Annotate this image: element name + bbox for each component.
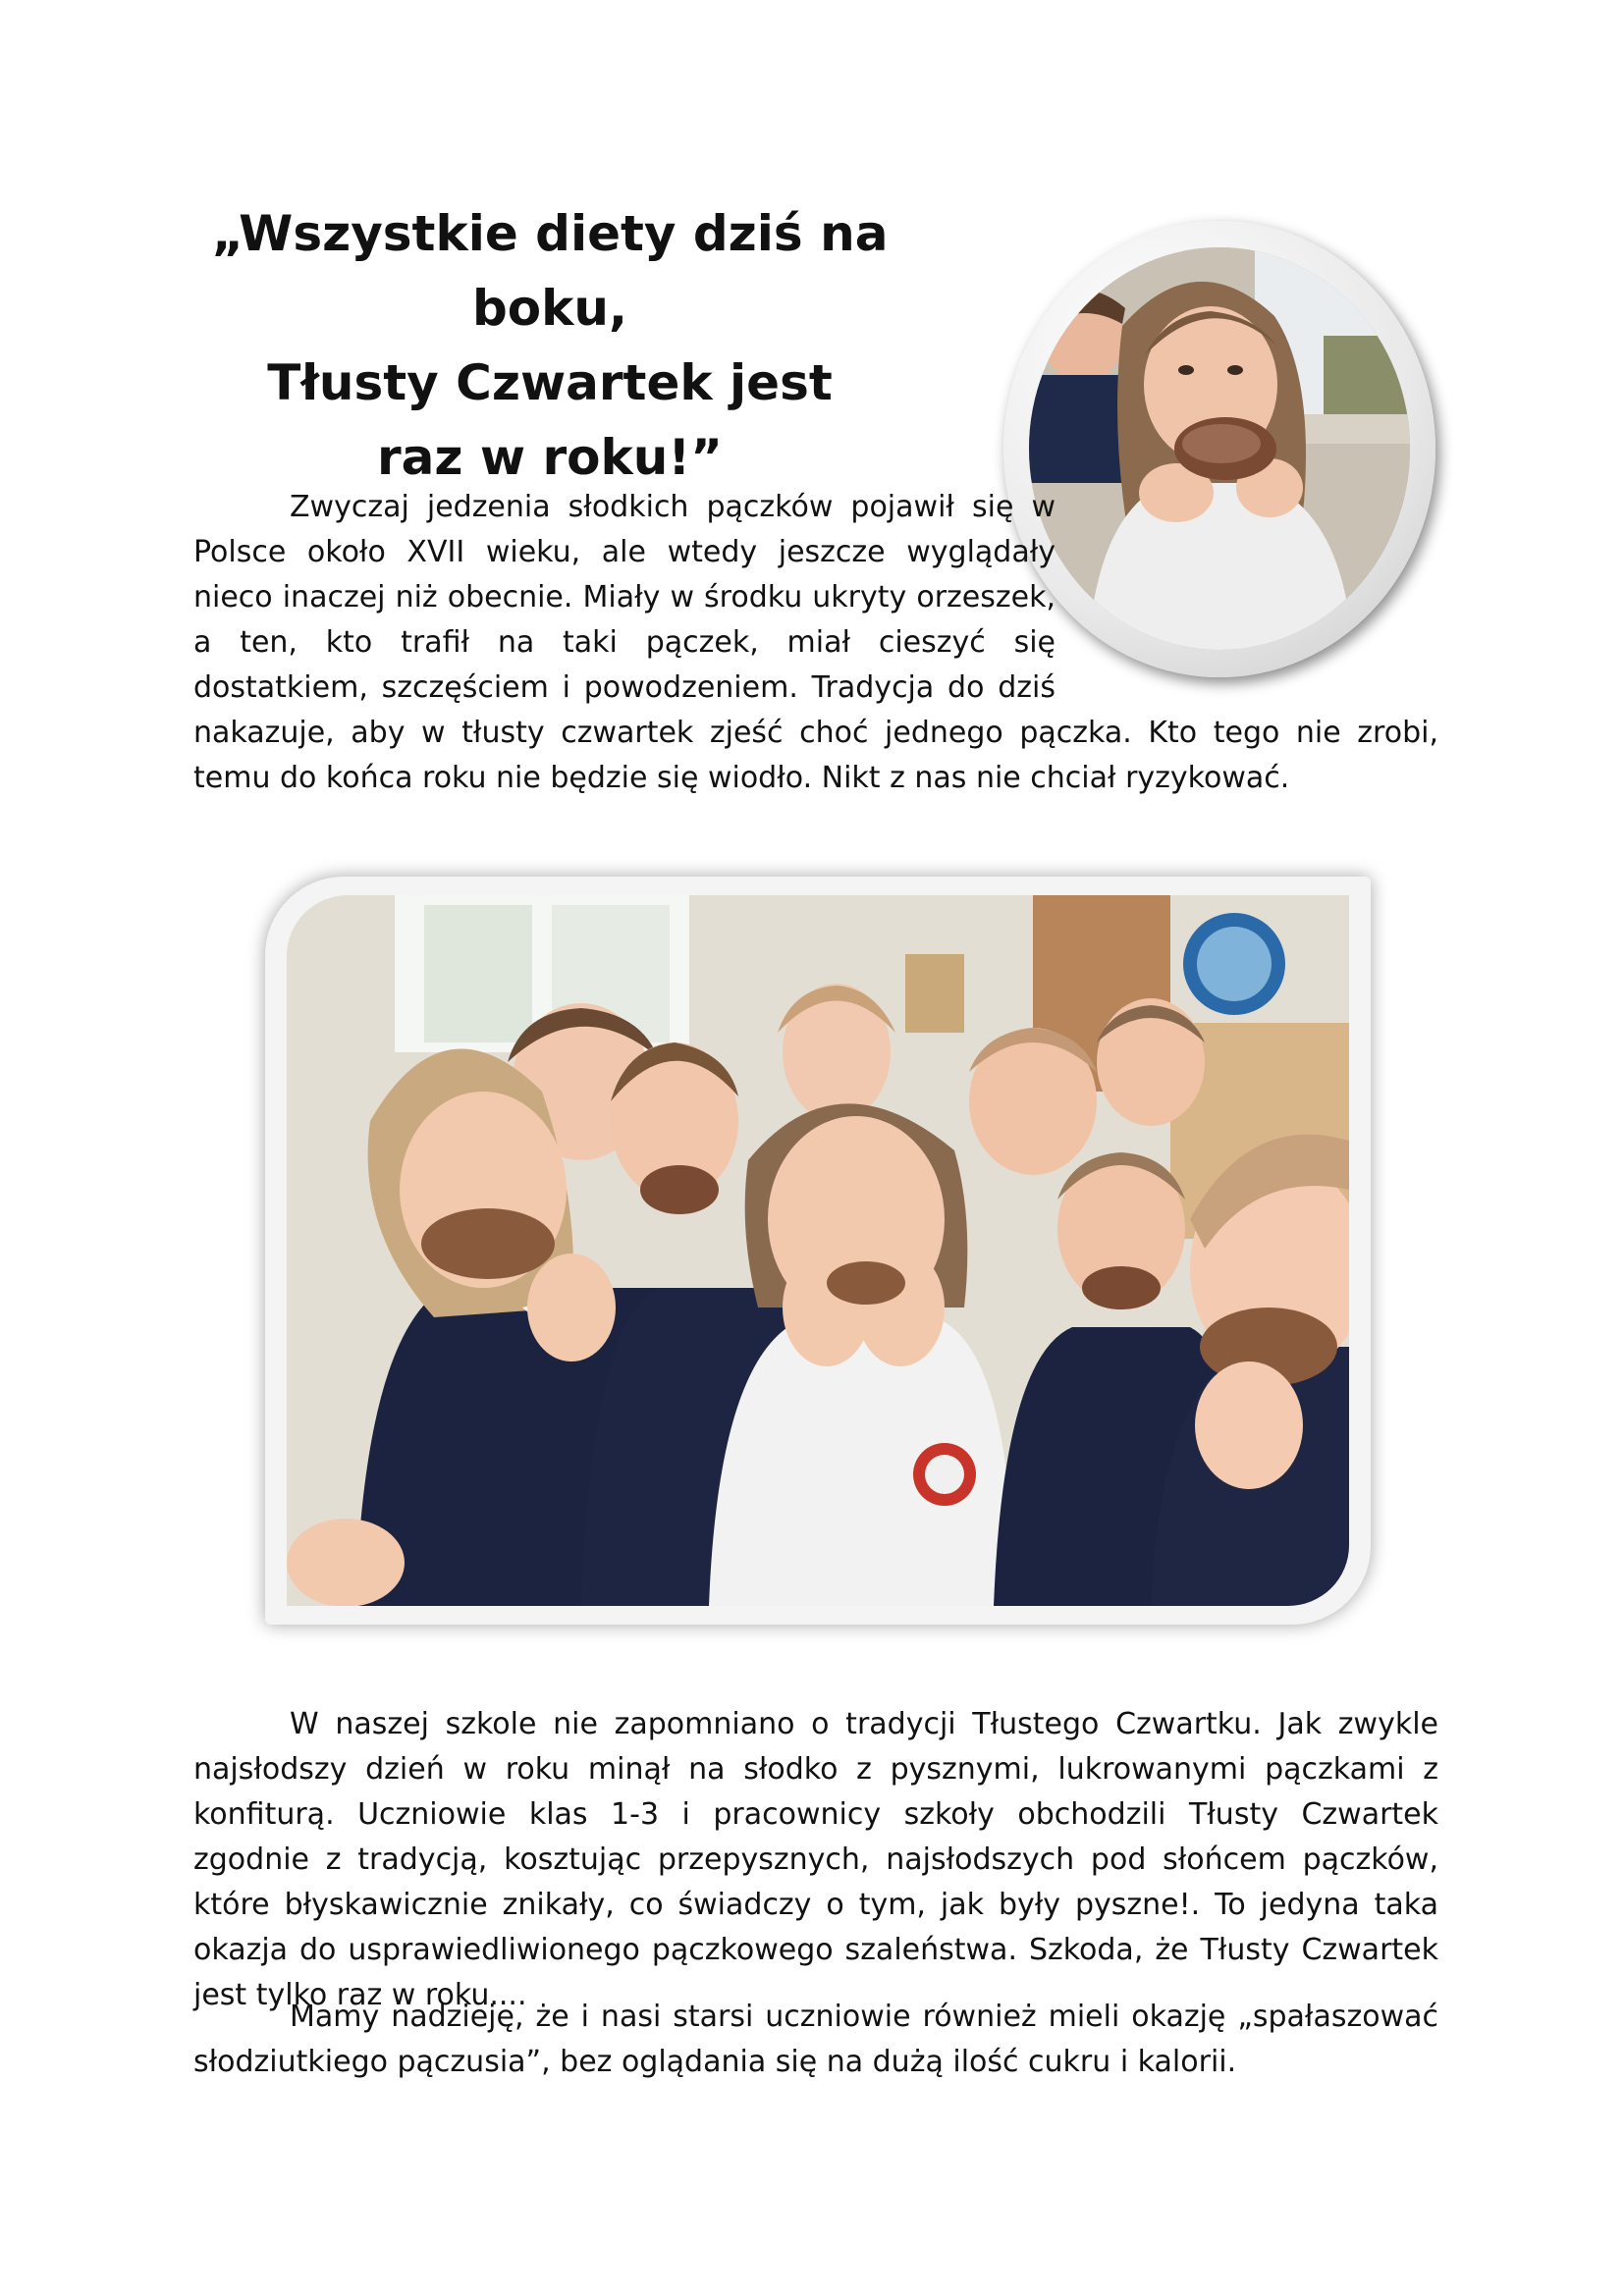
float-spacer [1056, 485, 1438, 705]
intro-paragraph [193, 485, 1438, 801]
body-paragraph-1: W naszej szkole nie zapomniano o tradycji Tłustego Czwartku. Jak zwykle najsłodszy dzień w roku minął na słodko z pysznymi, lukrowanymi pączkami z konfiturą. Uczniowie klas 1-3 i pracownicy szkoły obchodzili Tłusty Czwartek zgodnie z tradycją, kosztując przepysznych, najsłodszych pod słońcem pączków, które błyskawicznie znikały, co świadczy o tym, jak były pyszne!. To jedyna taka okazja do usprawiedliwionego pączkowego szaleństwa. Szkoda, że Tłusty Czwartek jest tylko raz w roku.... [193, 1707, 1438, 2012]
intro-text: Zwyczaj jedzenia słodkich pączków pojawił się w Polsce około XVII wieku, ale wtedy jeszcze wyglądały nieco inaczej niż obecnie. Miały w środku ukryty orzeszek, a ten, kto trafił na taki pączek, miał cieszyć się dostatkiem, szczęściem i powodzeniem. Tradycja do dziś nakazuje, aby w tłusty czwartek zjeść choć jednego pączka. Kto tego nie zrobi, temu do końca roku nie będzie się wiodło. Nikt z nas nie chciał ryzykować. [193, 490, 1438, 795]
body-paragraph-2: Mamy nadzieję, że i nasi starsi uczniowie również mieli okazję „spałaszować słodziutkiego pączusia”, bez oglądania się na dużą ilość cukru i kalorii. [193, 2000, 1438, 2079]
children-eating-donuts-photo [287, 895, 1349, 1606]
title-line-3: raz w roku!” [376, 429, 724, 486]
title-line-1: „Wszystkie diety dziś na boku, [211, 205, 889, 337]
title-line-2: Tłusty Czwartek jest [267, 354, 833, 411]
page-title [147, 196, 952, 495]
